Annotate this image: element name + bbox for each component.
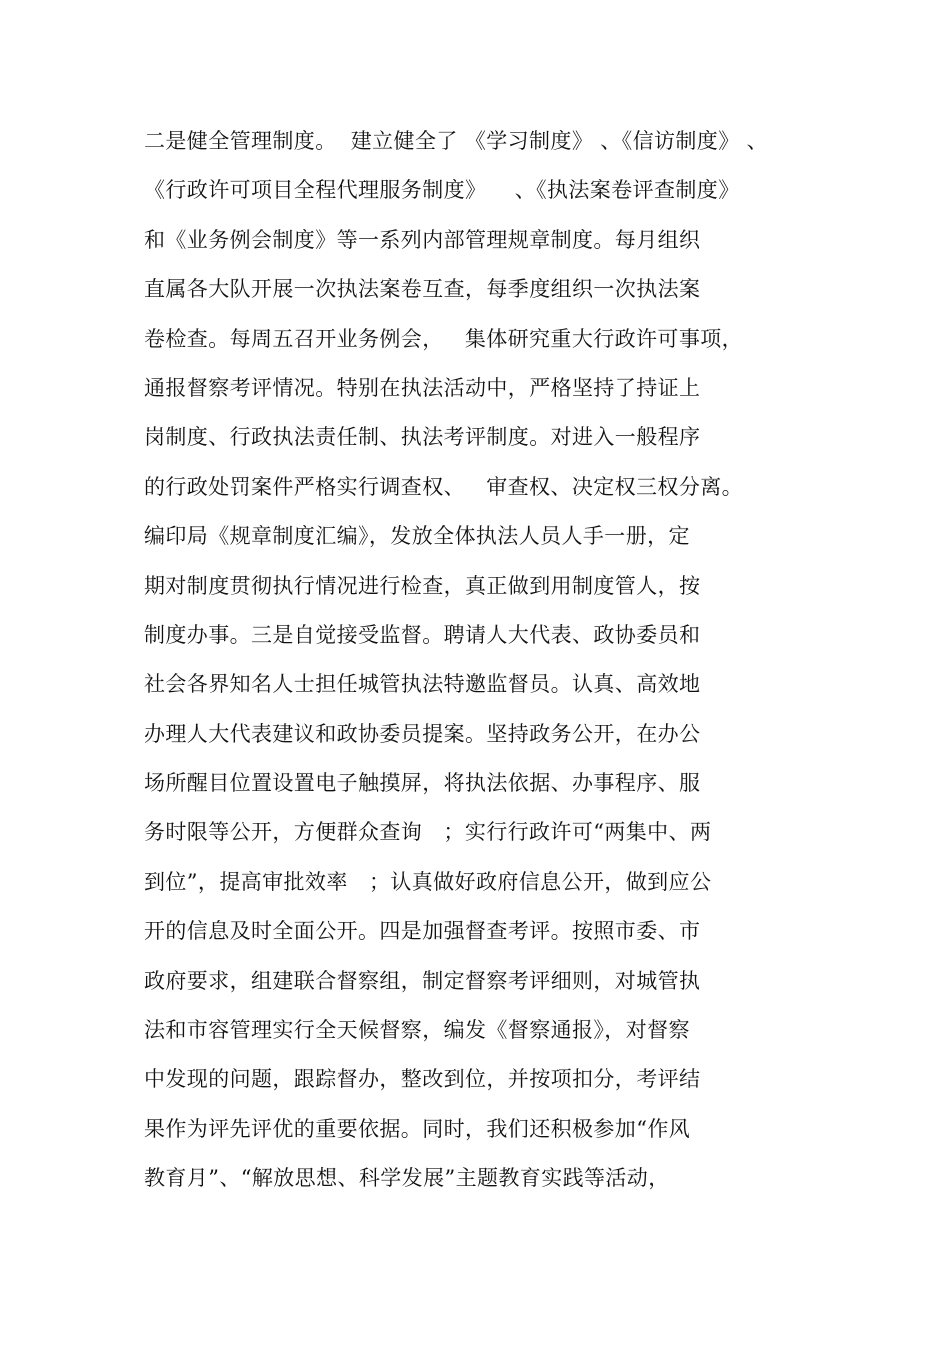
text-line: 期对制度贯彻执行情况进行检查，真正做到用制度管人，按 [144,573,701,598]
body-text [144,124,844,1211]
text-line: 编印局《规章制度汇编》，发放全体执法人员人手一册，定 [144,524,690,549]
text-line: 务时限等公开，方便群众查询 ；实行行政许可“两集中、两 [144,820,712,845]
text-line: 岗制度、行政执法责任制、执法考评制度。对进入一般程序 [144,425,701,450]
text-line: 办理人大代表建议和政协委员提案。坚持政务公开，在办公 [144,721,701,746]
text-line: 和《业务例会制度》等一系列内部管理规章制度。每月组织 [144,227,701,252]
text-line: 社会各界知名人士担任城管执法特邀监督员。认真、高效地 [144,672,701,697]
text-line: 通报督察考评情况。特别在执法活动中，严格坚持了持证上 [144,375,701,400]
text-line: 《行政许可项目全程代理服务制度》 、《执法案卷评查制度》 [144,178,740,203]
text-line: 的行政处罚案件严格实行调查权、 审查权、决定权三权分离。 [144,474,744,499]
text-line: 卷检查。每周五召开业务例会， 集体研究重大行政许可事项， [144,326,744,351]
text-line: 中发现的问题，跟踪督办，整改到位，并按项扣分，考评结 [144,1067,701,1092]
text-line: 到位”，提高审批效率 ；认真做好政府信息公开，做到应公 [144,869,712,894]
text-line: 果作为评先评优的重要依据。同时，我们还积极参加“作风 [144,1116,691,1141]
text-line: 政府要求，组建联合督察组，制定督察考评细则，对城管执 [144,968,701,993]
text-line: 场所醒目位置设置电子触摸屏，将执法依据、办事程序、服 [144,771,701,796]
text-line: 开的信息及时全面公开。四是加强督查考评。按照市委、市 [144,919,701,944]
text-line: 直属各大队开展一次执法案卷互查，每季度组织一次执法案 [144,277,701,302]
text-line: 法和市容管理实行全天候督察，编发《督察通报》，对督察 [144,1018,690,1043]
text-line: 二是健全管理制度。 建立健全了 《学习制度》 、《信访制度》 、 [144,129,769,153]
text-line: 教育月”、“解放思想、科学发展”主题教育实践等活动， [144,1166,670,1191]
text-line: 制度办事。三是自觉接受监督。聘请人大代表、政协委员和 [144,622,701,647]
